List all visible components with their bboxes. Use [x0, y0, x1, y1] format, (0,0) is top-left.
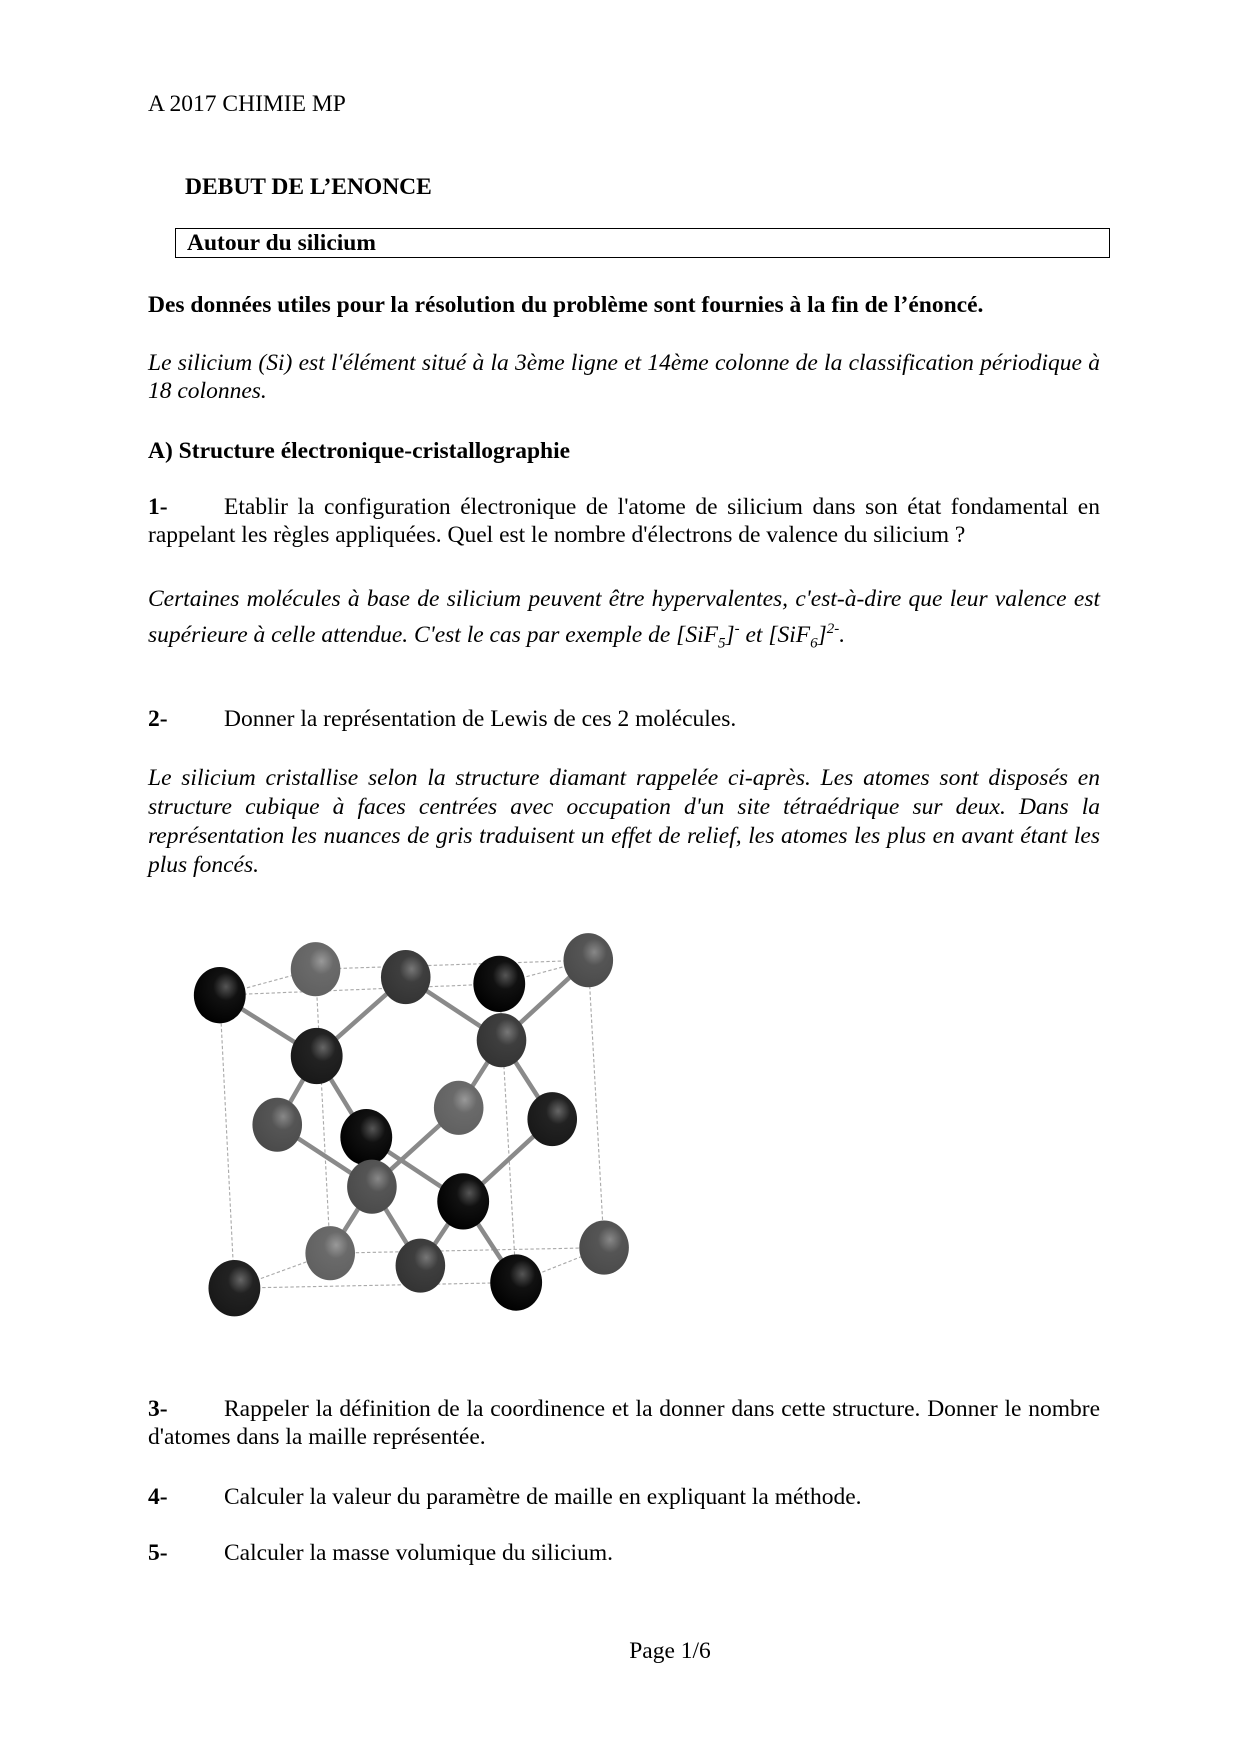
atom — [527, 1092, 577, 1146]
atom — [381, 950, 431, 1004]
question-text: Calculer la masse volumique du silicium. — [224, 1540, 613, 1566]
question-text: Donner la représentation de Lewis de ces 2 molécules. — [224, 706, 737, 732]
hypervalent-paragraph: Certaines molécules à base de silicium peuvent être hypervalentes, c'est-à-dire que leur valence est supérieure à celle attendue. C'est le cas par exemple de [SiF$_5$]- et $[SiF_6]^{2-}$. — [148, 586, 1100, 652]
atom — [347, 1160, 397, 1214]
question-3 — [148, 1395, 1100, 1451]
atom — [252, 1098, 302, 1152]
question-text: Etablir la configuration électronique de l'atome de silicium dans son état fondamental en rappelant les règles appliquées. Quel est le nombre d'électrons de valence du silicium ? — [148, 494, 1100, 548]
question-text: Rappeler la définition de la coordinence et la donner dans cette structure. Donner le nombre d'atomes dans la maille représentée. — [148, 1396, 1100, 1450]
atom — [434, 1081, 484, 1135]
question-number: 1- — [148, 494, 168, 520]
question-number: 2- — [148, 706, 168, 732]
atom — [396, 1239, 446, 1293]
atom — [305, 1226, 355, 1280]
atom — [291, 1028, 343, 1084]
question-number: 5- — [148, 1540, 168, 1566]
question-number: 4- — [148, 1484, 168, 1510]
atom — [340, 1109, 392, 1165]
atom — [437, 1173, 489, 1229]
part-a-heading: A) Structure électronique-cristallographie — [148, 438, 571, 464]
atom — [291, 942, 341, 996]
question-5 — [148, 1539, 1100, 1567]
section-title: Autour du silicium — [187, 230, 376, 256]
intro-paragraph: Le silicium (Si) est l'élément situé à la 3ème ligne et 14ème colonne de la classification périodique à 18 colonnes. — [148, 350, 1100, 404]
page-header: A 2017 CHIMIE MP — [148, 91, 346, 117]
question-number: 3- — [148, 1396, 168, 1422]
start-title: DEBUT DE L’ENONCE — [185, 174, 432, 200]
atom — [194, 967, 246, 1023]
atom — [477, 1013, 527, 1067]
atom — [579, 1221, 629, 1275]
question-text: Calculer la valeur du paramètre de maille en expliquant la méthode. — [224, 1484, 862, 1510]
page-number: Page 1/6 — [629, 1638, 711, 1664]
useful-data-note: Des données utiles pour la résolution du problème sont fournies à la fin de l’énoncé. — [148, 292, 984, 318]
question-4 — [148, 1483, 1100, 1511]
atom — [564, 933, 614, 987]
atom — [490, 1254, 542, 1310]
diamond-paragraph: Le silicium cristallise selon la structure diamant rappelée ci-après. Les atomes sont disposés en structure cubique à faces centrées avec occupation d'un site tétraédrique sur deux. Dans la représentation les nuances de gris traduisent un effet de relief, les atomes les plus en avant étant les plus foncés. — [148, 765, 1100, 878]
atom — [208, 1260, 260, 1316]
atom — [473, 956, 525, 1012]
